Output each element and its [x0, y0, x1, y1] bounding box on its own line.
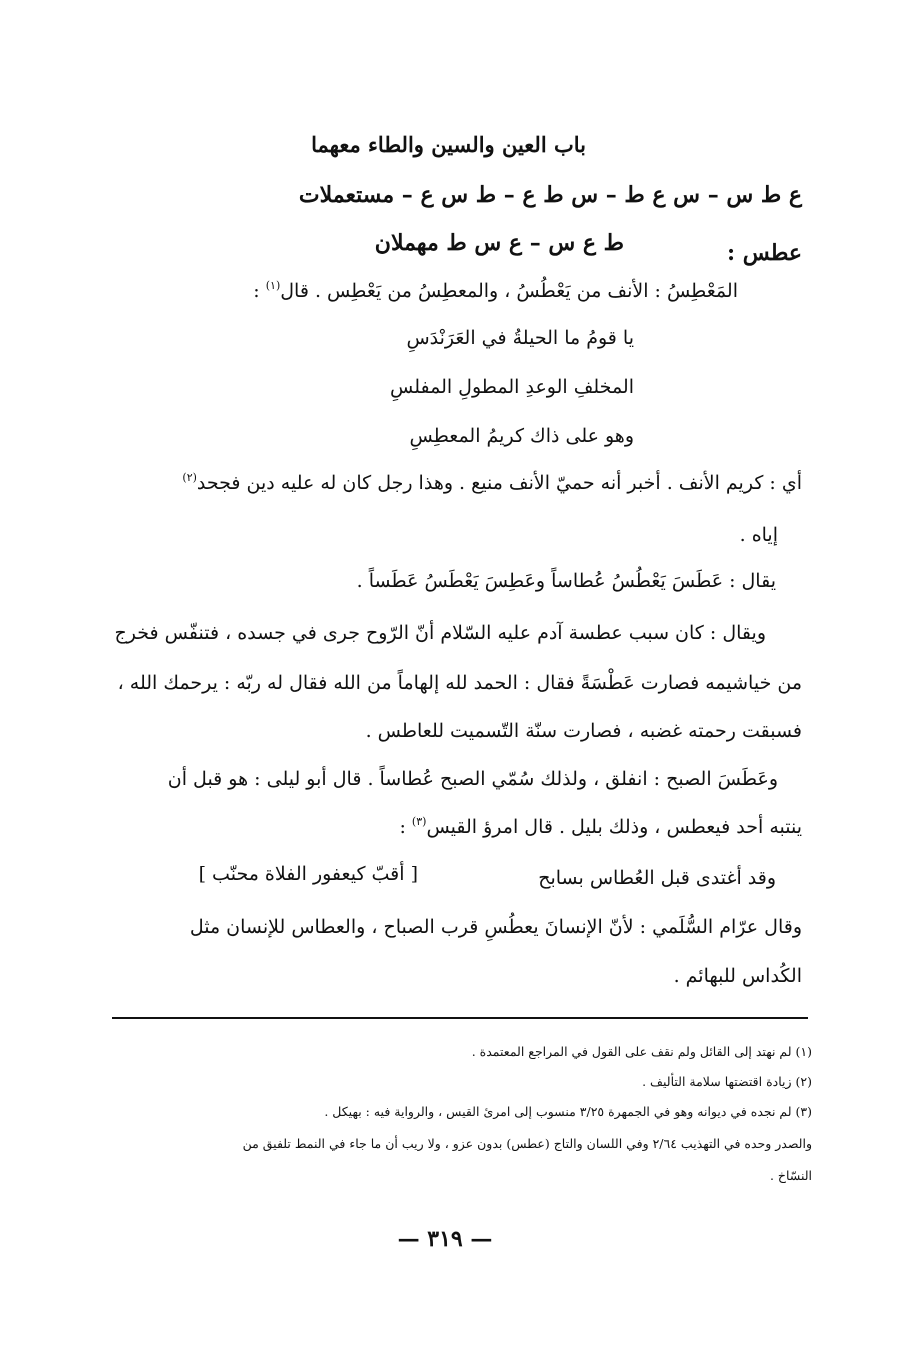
footnote: النسّاخ . — [769, 1168, 812, 1183]
footnote-ref: (٢) — [182, 471, 197, 484]
text-line: إياه . — [739, 524, 778, 546]
verse-hemistich: وقد أغتدى قبل العُطاس بسابح — [538, 867, 776, 889]
chapter-title: باب العين والسين والطاء معهما — [311, 132, 586, 157]
footnote: (١) لم نهتد إلى القائل ولم نقف على القول في المراجع المعتمدة . — [471, 1044, 812, 1059]
verse-line: المخلفِ الوعدِ المطولِ المفلسِ — [389, 376, 634, 398]
verse-line: وهو على ذاك كريمُ المعطِسِ — [409, 425, 634, 447]
footnote: (٢) زيادة اقتضتها سلامة التأليف . — [642, 1074, 812, 1089]
footnote-ref: (٣) — [411, 815, 427, 828]
footnote-ref: (١) — [265, 279, 281, 292]
text-line: الكُداس للبهائم . — [673, 965, 802, 987]
verse-hemistich: [ أقبّ كيعفور الفلاة محنّب ] — [198, 863, 418, 885]
text-line: يقال : عَطَسَ يَعْطُسُ عُطاساً وعَطِسَ يَعْطَسُ عَطَساً . — [356, 570, 776, 592]
text-line: المَعْطِسُ : الأنف من يَعْطُسُ ، والمعطِسُ من يَعْطِس . قال$^{(١)}$ : — [253, 279, 738, 302]
text-line: وعَطَسَ الصبح : انفلق ، ولذلك سُمّي الصبح عُطاساً . قال أبو ليلى : هو قبل أن — [167, 768, 778, 790]
roots-used-line: ع ط س – س ع ط – س ط ع – ط س ع – مستعملات — [298, 182, 802, 208]
verse-line: يا قومُ ما الحيلةُ في العَرَنْدَسِ — [406, 327, 634, 349]
text-line: أي : كريم الأنف . أخبر أنه حميّ الأنف منيع . وهذا رجل كان له عليه دين فجحد$^{(٢)}$ — [182, 471, 802, 494]
text-line: وقال عرّام السُّلَمي : لأنّ الإنسانَ يعطُسِ قرب الصباح ، والعطاس للإنسان مثل — [189, 916, 802, 938]
text-line: ويقال : كان سبب عطسة آدم عليه السّلام أنّ الرّوح جرى في جسده ، فتنفّس فخرج — [114, 622, 766, 644]
footnote: والصدر وحده في التهذيب ٢/٦٤ وفي اللسان والتاج (عطس) بدون عزو ، ولا ريب أن ما جاء في النمط تلفيق من — [242, 1136, 812, 1151]
roots-unused-line: ط ع س – ع س ط مهملان — [374, 230, 624, 256]
footnote: (٣) لم نجده في ديوانه وهو في الجمهرة ٣/٢٥ منسوب إلى امرئ القيس ، والرواية فيه : بهيكل . — [324, 1104, 812, 1119]
text-line: فسبقت رحمته غضبه ، فصارت سنّة التّسميت للعاطس . — [365, 720, 802, 742]
footnote-divider — [112, 1017, 808, 1019]
entry-headword: عطس : — [726, 240, 802, 266]
text-line: ينتبه أحد فيعطس ، وذلك بليل . قال امرؤ القيس$^{(٣)}$ : — [399, 815, 802, 838]
text-line: من خياشيمه فصارت عَطْسَةً فقال : الحمد لله إلهاماً من الله فقال له ربّه : يرحمك الله ، — [117, 672, 802, 694]
page-number: — ٣١٩ — — [397, 1226, 493, 1252]
